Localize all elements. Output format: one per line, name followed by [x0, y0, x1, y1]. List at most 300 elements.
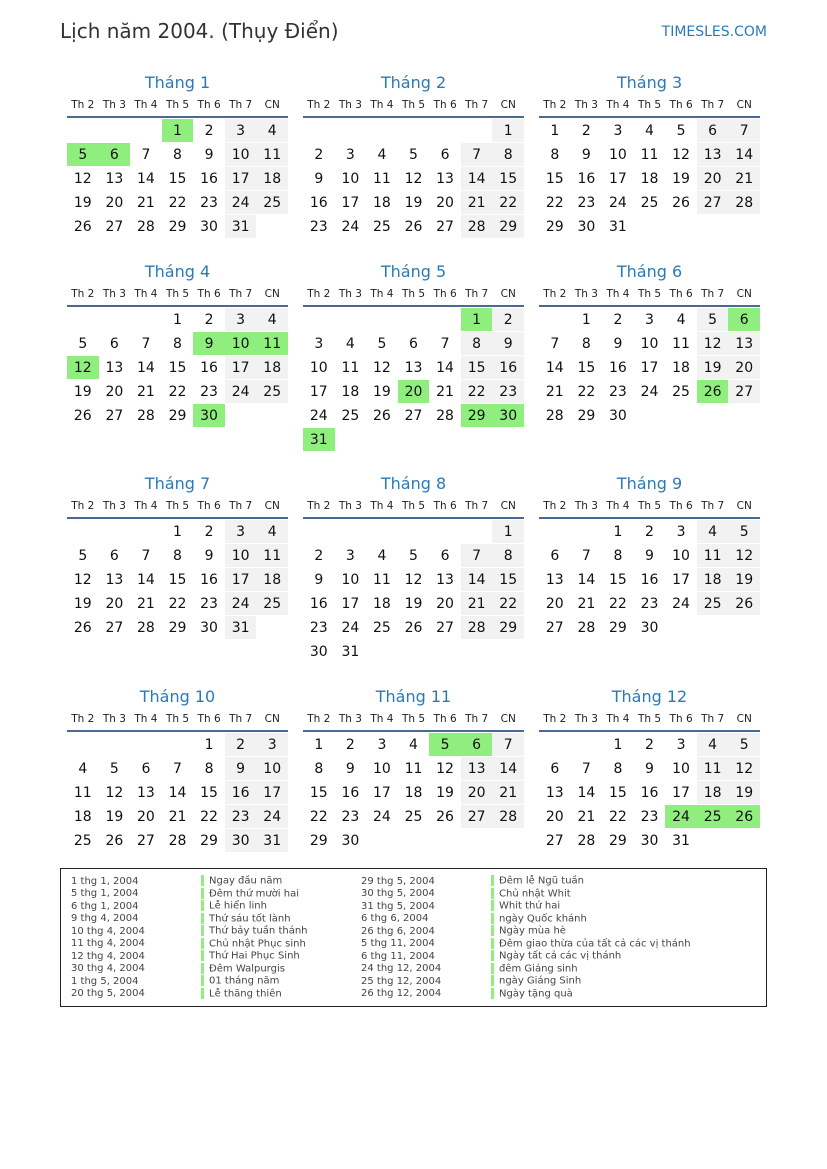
day-cell[interactable]: 23 [309, 619, 328, 636]
day-cell[interactable]: 29 [577, 407, 596, 424]
day-cell[interactable]: 24 [225, 380, 257, 403]
day-cell[interactable]: 29 [168, 218, 187, 235]
day-cell[interactable]: 9 [193, 332, 225, 355]
day-cell[interactable]: 4 [78, 760, 88, 777]
day-cell[interactable]: 3 [676, 523, 686, 540]
day-cell[interactable]: 31 [256, 829, 288, 852]
day-cell[interactable]: 27 [105, 218, 124, 235]
day-cell[interactable]: 6 [440, 547, 450, 564]
day-cell[interactable]: 2 [581, 122, 591, 139]
day-cell[interactable]: 28 [168, 832, 187, 849]
day-cell[interactable]: 16 [577, 170, 596, 187]
day-cell[interactable]: 24 [341, 218, 360, 235]
day-cell[interactable]: 22 [492, 592, 524, 615]
day-cell[interactable]: 3 [256, 733, 288, 756]
day-cell[interactable]: 12 [436, 760, 454, 777]
day-cell[interactable]: 5 [429, 733, 461, 756]
day-cell[interactable]: 10 [672, 547, 690, 564]
day-cell[interactable]: 27 [404, 407, 423, 424]
day-cell[interactable]: 21 [577, 808, 596, 825]
day-cell[interactable]: 19 [404, 194, 423, 211]
day-cell[interactable]: 30 [640, 832, 659, 849]
day-cell[interactable]: 21 [137, 595, 155, 612]
day-cell[interactable]: 16 [341, 784, 360, 801]
day-cell[interactable]: 11 [697, 544, 729, 567]
day-cell[interactable]: 13 [404, 359, 423, 376]
day-cell[interactable]: 6 [461, 733, 493, 756]
day-cell[interactable]: 21 [137, 194, 155, 211]
day-cell[interactable]: 26 [73, 619, 92, 636]
day-cell[interactable]: 25 [341, 407, 360, 424]
day-cell[interactable]: 14 [461, 568, 493, 591]
day-cell[interactable]: 27 [461, 805, 493, 828]
day-cell[interactable]: 12 [728, 544, 760, 567]
day-cell[interactable]: 31 [225, 616, 257, 639]
day-cell[interactable]: 21 [461, 592, 493, 615]
day-cell[interactable]: 23 [200, 194, 218, 211]
day-cell[interactable]: 1 [461, 308, 493, 331]
day-cell[interactable]: 28 [577, 619, 596, 636]
day-cell[interactable]: 11 [341, 359, 360, 376]
day-cell[interactable]: 12 [73, 170, 92, 187]
day-cell[interactable]: 29 [545, 218, 564, 235]
day-cell[interactable]: 20 [105, 194, 124, 211]
day-cell[interactable]: 8 [613, 547, 623, 564]
day-cell[interactable]: 2 [645, 523, 654, 540]
day-cell[interactable]: 8 [204, 760, 214, 777]
day-cell[interactable]: 19 [73, 595, 92, 612]
day-cell[interactable]: 12 [73, 571, 92, 588]
day-cell[interactable]: 7 [173, 760, 182, 777]
day-cell[interactable]: 24 [309, 407, 328, 424]
day-cell[interactable]: 19 [373, 383, 391, 400]
day-cell[interactable]: 22 [545, 194, 564, 211]
day-cell[interactable]: 5 [409, 547, 418, 564]
day-cell[interactable]: 22 [577, 383, 596, 400]
day-cell[interactable]: 16 [200, 571, 218, 588]
day-cell[interactable]: 30 [341, 832, 360, 849]
day-cell[interactable]: 27 [436, 619, 454, 636]
day-cell[interactable]: 5 [728, 520, 760, 543]
day-cell[interactable]: 10 [309, 359, 328, 376]
day-cell[interactable]: 28 [436, 407, 454, 424]
day-cell[interactable]: 20 [436, 194, 454, 211]
day-cell[interactable]: 24 [373, 808, 391, 825]
day-cell[interactable]: 2 [314, 146, 324, 163]
day-cell[interactable]: 11 [73, 784, 92, 801]
day-cell[interactable]: 7 [581, 547, 591, 564]
day-cell[interactable]: 15 [168, 571, 187, 588]
day-cell[interactable]: 12 [67, 356, 99, 379]
site-link[interactable]: TIMESLES.COM [661, 24, 767, 40]
day-cell[interactable]: 30 [640, 619, 659, 636]
day-cell[interactable]: 9 [314, 571, 324, 588]
day-cell[interactable]: 3 [645, 311, 654, 328]
day-cell[interactable]: 26 [728, 805, 760, 828]
day-cell[interactable]: 13 [728, 332, 760, 355]
day-cell[interactable]: 7 [550, 335, 560, 352]
day-cell[interactable]: 7 [461, 544, 493, 567]
day-cell[interactable]: 19 [73, 194, 92, 211]
day-cell[interactable]: 6 [550, 760, 560, 777]
day-cell[interactable]: 18 [404, 784, 423, 801]
day-cell[interactable]: 10 [609, 146, 627, 163]
day-cell[interactable]: 21 [436, 383, 454, 400]
day-cell[interactable]: 6 [141, 760, 151, 777]
day-cell[interactable]: 16 [309, 595, 328, 612]
day-cell[interactable]: 24 [640, 383, 659, 400]
day-cell[interactable]: 3 [225, 119, 257, 142]
day-cell[interactable]: 24 [609, 194, 627, 211]
day-cell[interactable]: 9 [613, 335, 623, 352]
day-cell[interactable]: 16 [640, 784, 659, 801]
day-cell[interactable]: 12 [105, 784, 124, 801]
day-cell[interactable]: 26 [73, 407, 92, 424]
day-cell[interactable]: 31 [225, 215, 257, 238]
day-cell[interactable]: 4 [256, 119, 288, 142]
day-cell[interactable]: 9 [345, 760, 355, 777]
day-cell[interactable]: 13 [697, 143, 729, 166]
day-cell[interactable]: 19 [436, 784, 454, 801]
day-cell[interactable]: 21 [461, 191, 493, 214]
day-cell[interactable]: 20 [545, 808, 564, 825]
day-cell[interactable]: 24 [225, 191, 257, 214]
day-cell[interactable]: 17 [640, 359, 659, 376]
day-cell[interactable]: 25 [373, 619, 391, 636]
day-cell[interactable]: 26 [404, 218, 423, 235]
day-cell[interactable]: 14 [577, 784, 596, 801]
day-cell[interactable]: 21 [168, 808, 187, 825]
day-cell[interactable]: 12 [697, 332, 729, 355]
day-cell[interactable]: 26 [697, 380, 729, 403]
day-cell[interactable]: 1 [492, 520, 524, 543]
day-cell[interactable]: 1 [613, 736, 623, 753]
day-cell[interactable]: 7 [141, 335, 151, 352]
day-cell[interactable]: 2 [204, 311, 214, 328]
day-cell[interactable]: 18 [373, 595, 391, 612]
day-cell[interactable]: 19 [404, 595, 423, 612]
day-cell[interactable]: 8 [173, 547, 182, 564]
day-cell[interactable]: 26 [105, 832, 124, 849]
day-cell[interactable]: 1 [550, 122, 560, 139]
day-cell[interactable]: 6 [550, 547, 560, 564]
day-cell[interactable]: 4 [676, 311, 686, 328]
day-cell[interactable]: 31 [303, 428, 335, 451]
day-cell[interactable]: 22 [168, 595, 187, 612]
day-cell[interactable]: 24 [672, 595, 690, 612]
day-cell[interactable]: 25 [256, 592, 288, 615]
day-cell[interactable]: 4 [697, 520, 729, 543]
day-cell[interactable]: 29 [309, 832, 328, 849]
day-cell[interactable]: 28 [461, 616, 493, 639]
day-cell[interactable]: 28 [137, 407, 155, 424]
day-cell[interactable]: 17 [373, 784, 391, 801]
day-cell[interactable]: 29 [609, 619, 627, 636]
day-cell[interactable]: 12 [728, 757, 760, 780]
day-cell[interactable]: 13 [545, 571, 564, 588]
day-cell[interactable]: 18 [341, 383, 360, 400]
day-cell[interactable]: 4 [377, 547, 387, 564]
day-cell[interactable]: 28 [492, 805, 524, 828]
day-cell[interactable]: 14 [137, 571, 155, 588]
day-cell[interactable]: 7 [440, 335, 450, 352]
day-cell[interactable]: 10 [373, 760, 391, 777]
day-cell[interactable]: 9 [492, 332, 524, 355]
day-cell[interactable]: 30 [225, 829, 257, 852]
day-cell[interactable]: 27 [728, 380, 760, 403]
day-cell[interactable]: 8 [613, 760, 623, 777]
day-cell[interactable]: 15 [545, 170, 564, 187]
day-cell[interactable]: 27 [105, 619, 124, 636]
day-cell[interactable]: 7 [461, 143, 493, 166]
day-cell[interactable]: 31 [672, 832, 690, 849]
day-cell[interactable]: 27 [137, 832, 155, 849]
day-cell[interactable]: 1 [581, 311, 591, 328]
day-cell[interactable]: 27 [105, 407, 124, 424]
day-cell[interactable]: 15 [609, 784, 627, 801]
day-cell[interactable]: 6 [697, 119, 729, 142]
day-cell[interactable]: 15 [577, 359, 596, 376]
day-cell[interactable]: 29 [461, 404, 493, 427]
day-cell[interactable]: 7 [141, 547, 151, 564]
day-cell[interactable]: 25 [697, 805, 729, 828]
day-cell[interactable]: 2 [204, 523, 214, 540]
day-cell[interactable]: 25 [640, 194, 659, 211]
day-cell[interactable]: 9 [645, 547, 654, 564]
day-cell[interactable]: 9 [204, 547, 214, 564]
day-cell[interactable]: 14 [545, 359, 564, 376]
day-cell[interactable]: 8 [581, 335, 591, 352]
day-cell[interactable]: 6 [440, 146, 450, 163]
day-cell[interactable]: 27 [545, 619, 564, 636]
day-cell[interactable]: 16 [640, 571, 659, 588]
day-cell[interactable]: 9 [314, 170, 324, 187]
day-cell[interactable]: 26 [73, 218, 92, 235]
day-cell[interactable]: 30 [577, 218, 596, 235]
day-cell[interactable]: 21 [492, 781, 524, 804]
day-cell[interactable]: 6 [409, 335, 418, 352]
day-cell[interactable]: 18 [697, 781, 729, 804]
day-cell[interactable]: 18 [697, 568, 729, 591]
day-cell[interactable]: 2 [225, 733, 257, 756]
day-cell[interactable]: 20 [398, 380, 430, 403]
day-cell[interactable]: 24 [665, 805, 697, 828]
day-cell[interactable]: 30 [200, 218, 218, 235]
day-cell[interactable]: 14 [168, 784, 187, 801]
day-cell[interactable]: 10 [672, 760, 690, 777]
day-cell[interactable]: 10 [256, 757, 288, 780]
day-cell[interactable]: 17 [225, 167, 257, 190]
day-cell[interactable]: 5 [78, 335, 88, 352]
day-cell[interactable]: 7 [141, 146, 151, 163]
day-cell[interactable]: 11 [373, 571, 391, 588]
day-cell[interactable]: 27 [545, 832, 564, 849]
day-cell[interactable]: 22 [168, 383, 187, 400]
day-cell[interactable]: 20 [697, 167, 729, 190]
day-cell[interactable]: 9 [225, 757, 257, 780]
day-cell[interactable]: 14 [137, 170, 155, 187]
day-cell[interactable]: 12 [404, 170, 423, 187]
day-cell[interactable]: 5 [78, 547, 88, 564]
day-cell[interactable]: 25 [404, 808, 423, 825]
day-cell[interactable]: 10 [640, 335, 659, 352]
day-cell[interactable]: 25 [672, 383, 690, 400]
day-cell[interactable]: 27 [436, 218, 454, 235]
day-cell[interactable]: 10 [341, 571, 360, 588]
day-cell[interactable]: 19 [672, 170, 690, 187]
day-cell[interactable]: 11 [672, 335, 690, 352]
day-cell[interactable]: 1 [613, 523, 623, 540]
day-cell[interactable]: 16 [200, 170, 218, 187]
day-cell[interactable]: 4 [377, 146, 387, 163]
day-cell[interactable]: 22 [609, 808, 627, 825]
day-cell[interactable]: 30 [309, 643, 328, 660]
day-cell[interactable]: 23 [640, 808, 659, 825]
day-cell[interactable]: 2 [645, 736, 654, 753]
day-cell[interactable]: 28 [728, 191, 760, 214]
day-cell[interactable]: 26 [373, 407, 391, 424]
day-cell[interactable]: 5 [409, 146, 418, 163]
day-cell[interactable]: 7 [581, 760, 591, 777]
day-cell[interactable]: 25 [256, 380, 288, 403]
day-cell[interactable]: 2 [314, 547, 324, 564]
day-cell[interactable]: 30 [200, 619, 218, 636]
day-cell[interactable]: 7 [728, 119, 760, 142]
day-cell[interactable]: 17 [225, 356, 257, 379]
day-cell[interactable]: 11 [640, 146, 659, 163]
day-cell[interactable]: 4 [409, 736, 418, 753]
day-cell[interactable]: 18 [256, 356, 288, 379]
day-cell[interactable]: 10 [341, 170, 360, 187]
day-cell[interactable]: 20 [137, 808, 155, 825]
day-cell[interactable]: 3 [345, 146, 355, 163]
day-cell[interactable]: 10 [225, 544, 257, 567]
day-cell[interactable]: 19 [73, 383, 92, 400]
day-cell[interactable]: 26 [404, 619, 423, 636]
day-cell[interactable]: 3 [225, 308, 257, 331]
day-cell[interactable]: 23 [341, 808, 360, 825]
day-cell[interactable]: 1 [204, 736, 214, 753]
day-cell[interactable]: 4 [345, 335, 355, 352]
day-cell[interactable]: 8 [173, 335, 182, 352]
day-cell[interactable]: 22 [168, 194, 187, 211]
day-cell[interactable]: 6 [99, 143, 131, 166]
day-cell[interactable]: 24 [256, 805, 288, 828]
day-cell[interactable]: 18 [256, 167, 288, 190]
day-cell[interactable]: 23 [577, 194, 596, 211]
day-cell[interactable]: 24 [225, 592, 257, 615]
day-cell[interactable]: 11 [256, 143, 288, 166]
day-cell[interactable]: 19 [728, 781, 760, 804]
day-cell[interactable]: 13 [137, 784, 155, 801]
day-cell[interactable]: 14 [577, 571, 596, 588]
day-cell[interactable]: 16 [309, 194, 328, 211]
day-cell[interactable]: 23 [200, 383, 218, 400]
day-cell[interactable]: 15 [168, 170, 187, 187]
day-cell[interactable]: 21 [545, 383, 564, 400]
day-cell[interactable]: 11 [697, 757, 729, 780]
day-cell[interactable]: 30 [609, 407, 627, 424]
day-cell[interactable]: 20 [105, 383, 124, 400]
day-cell[interactable]: 14 [137, 359, 155, 376]
day-cell[interactable]: 5 [697, 308, 729, 331]
day-cell[interactable]: 21 [137, 383, 155, 400]
day-cell[interactable]: 4 [256, 520, 288, 543]
day-cell[interactable]: 29 [168, 619, 187, 636]
day-cell[interactable]: 26 [728, 592, 760, 615]
day-cell[interactable]: 28 [137, 218, 155, 235]
day-cell[interactable]: 4 [256, 308, 288, 331]
day-cell[interactable]: 5 [377, 335, 387, 352]
day-cell[interactable]: 28 [461, 215, 493, 238]
day-cell[interactable]: 16 [609, 359, 627, 376]
day-cell[interactable]: 13 [436, 571, 454, 588]
day-cell[interactable]: 8 [550, 146, 560, 163]
day-cell[interactable]: 19 [728, 568, 760, 591]
day-cell[interactable]: 15 [492, 167, 524, 190]
day-cell[interactable]: 19 [697, 356, 729, 379]
day-cell[interactable]: 25 [697, 592, 729, 615]
day-cell[interactable]: 12 [373, 359, 391, 376]
day-cell[interactable]: 21 [577, 595, 596, 612]
day-cell[interactable]: 14 [728, 143, 760, 166]
day-cell[interactable]: 15 [168, 359, 187, 376]
day-cell[interactable]: 5 [109, 760, 119, 777]
day-cell[interactable]: 20 [545, 595, 564, 612]
day-cell[interactable]: 15 [492, 568, 524, 591]
day-cell[interactable]: 1 [173, 311, 182, 328]
day-cell[interactable]: 20 [461, 781, 493, 804]
day-cell[interactable]: 14 [436, 359, 454, 376]
day-cell[interactable]: 3 [613, 122, 623, 139]
day-cell[interactable]: 23 [640, 595, 659, 612]
day-cell[interactable]: 23 [309, 218, 328, 235]
day-cell[interactable]: 17 [672, 784, 690, 801]
day-cell[interactable]: 13 [545, 784, 564, 801]
day-cell[interactable]: 15 [309, 784, 328, 801]
day-cell[interactable]: 11 [256, 332, 288, 355]
day-cell[interactable]: 27 [697, 191, 729, 214]
day-cell[interactable]: 5 [676, 122, 686, 139]
day-cell[interactable]: 22 [492, 191, 524, 214]
day-cell[interactable]: 16 [200, 359, 218, 376]
day-cell[interactable]: 29 [492, 616, 524, 639]
day-cell[interactable]: 23 [200, 595, 218, 612]
day-cell[interactable]: 11 [256, 544, 288, 567]
day-cell[interactable]: 22 [609, 595, 627, 612]
day-cell[interactable]: 18 [672, 359, 690, 376]
day-cell[interactable]: 10 [225, 143, 257, 166]
day-cell[interactable]: 1 [162, 119, 194, 142]
day-cell[interactable]: 9 [645, 760, 654, 777]
day-cell[interactable]: 13 [105, 170, 124, 187]
day-cell[interactable]: 6 [728, 308, 760, 331]
day-cell[interactable]: 16 [225, 781, 257, 804]
day-cell[interactable]: 9 [581, 146, 591, 163]
day-cell[interactable]: 21 [728, 167, 760, 190]
day-cell[interactable]: 17 [309, 383, 328, 400]
day-cell[interactable]: 6 [109, 547, 119, 564]
day-cell[interactable]: 18 [640, 170, 659, 187]
day-cell[interactable]: 13 [461, 757, 493, 780]
day-cell[interactable]: 1 [314, 736, 324, 753]
day-cell[interactable]: 1 [173, 523, 182, 540]
day-cell[interactable]: 1 [492, 119, 524, 142]
day-cell[interactable]: 9 [204, 146, 214, 163]
day-cell[interactable]: 22 [309, 808, 328, 825]
day-cell[interactable]: 17 [341, 595, 360, 612]
day-cell[interactable]: 11 [404, 760, 423, 777]
